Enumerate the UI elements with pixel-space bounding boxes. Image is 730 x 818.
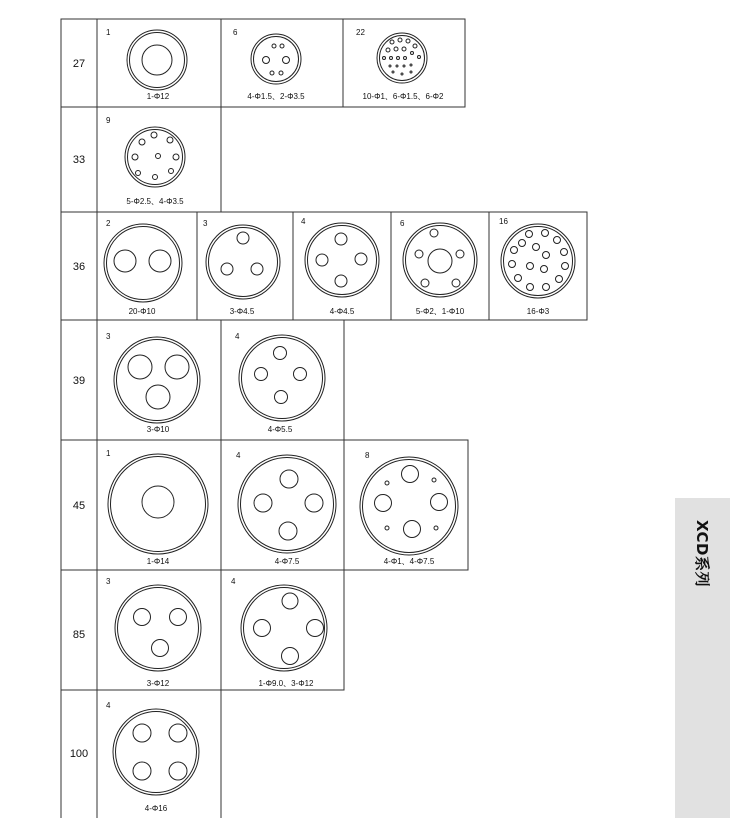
contact-spec: 5-Φ2.5、4-Φ3.5 xyxy=(126,197,184,206)
connector-face xyxy=(127,30,187,90)
connector-face xyxy=(115,585,201,671)
pin-count: 4 xyxy=(231,577,236,586)
size-label: 36 xyxy=(72,261,86,273)
connector-face xyxy=(241,585,327,671)
connector-face xyxy=(377,33,427,83)
pin-count: 8 xyxy=(365,451,370,460)
pin-count: 1 xyxy=(106,28,111,37)
connector-face xyxy=(114,337,200,423)
contact-spec: 3-Φ12 xyxy=(146,679,170,688)
cell-frame xyxy=(97,440,221,570)
size-label: 33 xyxy=(72,154,86,166)
pin-count: 1 xyxy=(106,449,111,458)
cell-frame xyxy=(97,320,221,440)
cell-frame xyxy=(197,212,293,320)
pin-count: 2 xyxy=(106,219,111,228)
series-label: XCD系列 xyxy=(693,519,711,587)
contact-spec: 3-Φ4.5 xyxy=(229,307,255,316)
connector-face xyxy=(104,224,182,302)
contact-spec: 1-Φ9.0、3-Φ12 xyxy=(258,679,314,688)
contact-spec: 1-Φ14 xyxy=(146,557,170,566)
connector-face xyxy=(360,457,458,555)
contact-spec: 5-Φ2、1-Φ10 xyxy=(415,307,465,316)
contact-spec: 4-Φ5.5 xyxy=(267,425,293,434)
contact-spec: 4-Φ1.5、2-Φ3.5 xyxy=(247,92,305,101)
contact-spec: 20-Φ10 xyxy=(128,307,156,316)
pin-count: 4 xyxy=(236,451,241,460)
contact-spec: 4-Φ16 xyxy=(144,804,168,813)
connector-face xyxy=(238,455,336,553)
contact-spec: 4-Φ7.5 xyxy=(274,557,300,566)
connector-face xyxy=(113,709,199,795)
contact-spec: 3-Φ10 xyxy=(146,425,170,434)
connector-face xyxy=(206,225,280,299)
contact-spec: 10-Φ1、6-Φ1.5、6-Φ2 xyxy=(362,92,444,101)
pin-count: 22 xyxy=(356,28,365,37)
pin-count: 4 xyxy=(235,332,240,341)
series-label-wrap xyxy=(675,498,730,608)
connector-face xyxy=(403,223,477,297)
pin-count: 6 xyxy=(233,28,238,37)
series-side-tab xyxy=(675,498,730,818)
size-label: 27 xyxy=(72,58,86,70)
connector-face xyxy=(305,223,379,297)
pin-count: 9 xyxy=(106,116,111,125)
contact-spec: 4-Φ4.5 xyxy=(329,307,355,316)
size-label: 45 xyxy=(72,500,86,512)
pin-count: 6 xyxy=(400,219,405,228)
pin-count: 4 xyxy=(106,701,111,710)
connector-face xyxy=(125,127,185,187)
size-label: 85 xyxy=(72,629,86,641)
connector-face xyxy=(108,454,208,554)
connector-face xyxy=(239,335,325,421)
size-label: 100 xyxy=(69,748,89,760)
contact-spec: 1-Φ12 xyxy=(146,92,170,101)
pin-count: 16 xyxy=(499,217,508,226)
contact-spec: 4-Φ1、4-Φ7.5 xyxy=(383,557,435,566)
pin-count: 3 xyxy=(106,332,111,341)
pin-count: 3 xyxy=(106,577,111,586)
connector-face xyxy=(251,34,301,84)
pin-count: 4 xyxy=(301,217,306,226)
size-label: 39 xyxy=(72,375,86,387)
pin-count: 3 xyxy=(203,219,208,228)
contact-spec: 16-Φ3 xyxy=(526,307,550,316)
connector-face xyxy=(501,224,575,298)
